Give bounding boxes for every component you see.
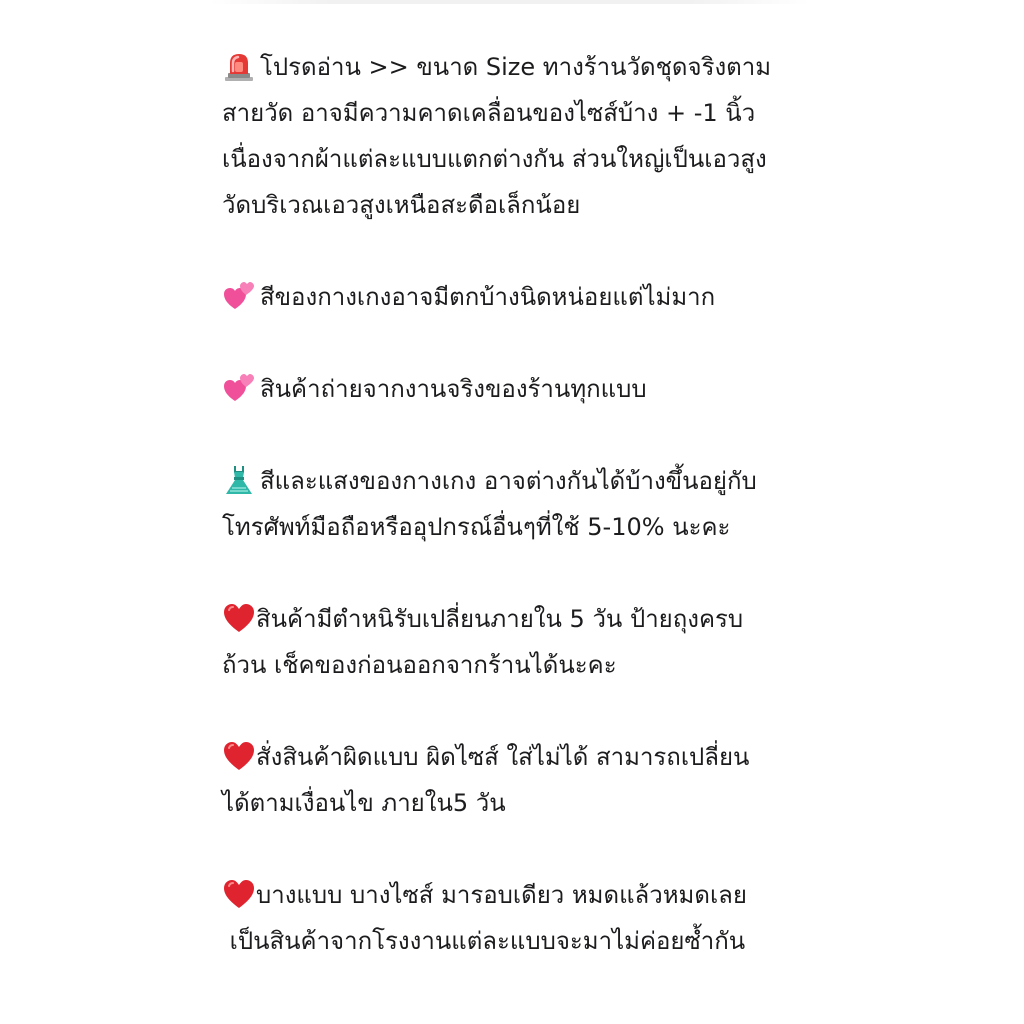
text-line bbox=[222, 596, 822, 642]
dress-icon bbox=[222, 463, 256, 497]
notice-paragraph-wrong-order bbox=[222, 734, 822, 826]
notice-line-text: สินค้ามีตำหนิรับเปลี่ยนภายใน 5 วัน ป้ายถุงครบ bbox=[256, 605, 744, 633]
text-line bbox=[222, 458, 822, 504]
text-line bbox=[222, 872, 822, 918]
notice-text bbox=[222, 44, 822, 964]
text-line bbox=[222, 734, 822, 780]
rotating-light-icon bbox=[222, 49, 256, 83]
two-hearts-icon bbox=[222, 371, 256, 405]
notice-paragraph-color-fade bbox=[222, 274, 822, 320]
notice-paragraph-size bbox=[222, 44, 822, 228]
notice-line-text: วัดบริเวณเอวสูงเหนือสะดือเล็กน้อย bbox=[222, 191, 581, 219]
notice-line-text: บางแบบ บางไซส์ มารอบเดียว หมดแล้วหมดเลย bbox=[256, 881, 747, 909]
text-line bbox=[222, 366, 822, 412]
notice-paragraph-limited-stock bbox=[222, 872, 822, 964]
two-hearts-icon bbox=[222, 279, 256, 313]
notice-line-text: โปรดอ่าน >> ขนาด Size ทางร้านวัดชุดจริงตาม bbox=[260, 53, 772, 81]
notice-line-text: สีและแสงของกางเกง อาจต่างกันได้บ้างขึ้นอยู่กับ bbox=[260, 467, 757, 495]
notice-line-text: สินค้าถ่ายจากงานจริงของร้านทุกแบบ bbox=[260, 375, 647, 403]
notice-line-text: เป็นสินค้าจากโรงงานแต่ละแบบจะมาไม่ค่อยซ้ำกัน bbox=[222, 927, 746, 955]
notice-line-text: สีของกางเกงอาจมีตกบ้างนิดหน่อยแต่ไม่มาก bbox=[260, 283, 716, 311]
notice-line-text: เนื่องจากผ้าแต่ละแบบแตกต่างกัน ส่วนใหญ่เป็นเอวสูง bbox=[222, 145, 767, 173]
red-heart-icon bbox=[222, 601, 256, 635]
red-heart-icon bbox=[222, 877, 256, 911]
red-heart-icon bbox=[222, 739, 256, 773]
text-line bbox=[222, 274, 822, 320]
notice-paragraph-real-photo bbox=[222, 366, 822, 412]
notice-paragraph-defect-exchange bbox=[222, 596, 822, 688]
top-edge-strip bbox=[210, 0, 810, 4]
text-line bbox=[222, 44, 822, 90]
notice-line-text: สายวัด อาจมีความคาดเคลื่อนของไซส์บ้าง + -1 นิ้ว bbox=[222, 99, 756, 127]
notice-line-text: สั่งสินค้าผิดแบบ ผิดไซส์ ใส่ไม่ได้ สามารถเปลี่ยน bbox=[256, 743, 750, 771]
notice-line-text: โทรศัพท์มือถือหรืออุปกรณ์อื่นๆที่ใช้ 5-10% นะคะ bbox=[222, 513, 731, 541]
notice-line-text: ได้ตามเงื่อนไข ภายใน5 วัน bbox=[222, 789, 506, 817]
notice-paragraph-color-light bbox=[222, 458, 822, 550]
notice-line-text: ถ้วน เช็คของก่อนออกจากร้านได้นะคะ bbox=[222, 651, 617, 679]
